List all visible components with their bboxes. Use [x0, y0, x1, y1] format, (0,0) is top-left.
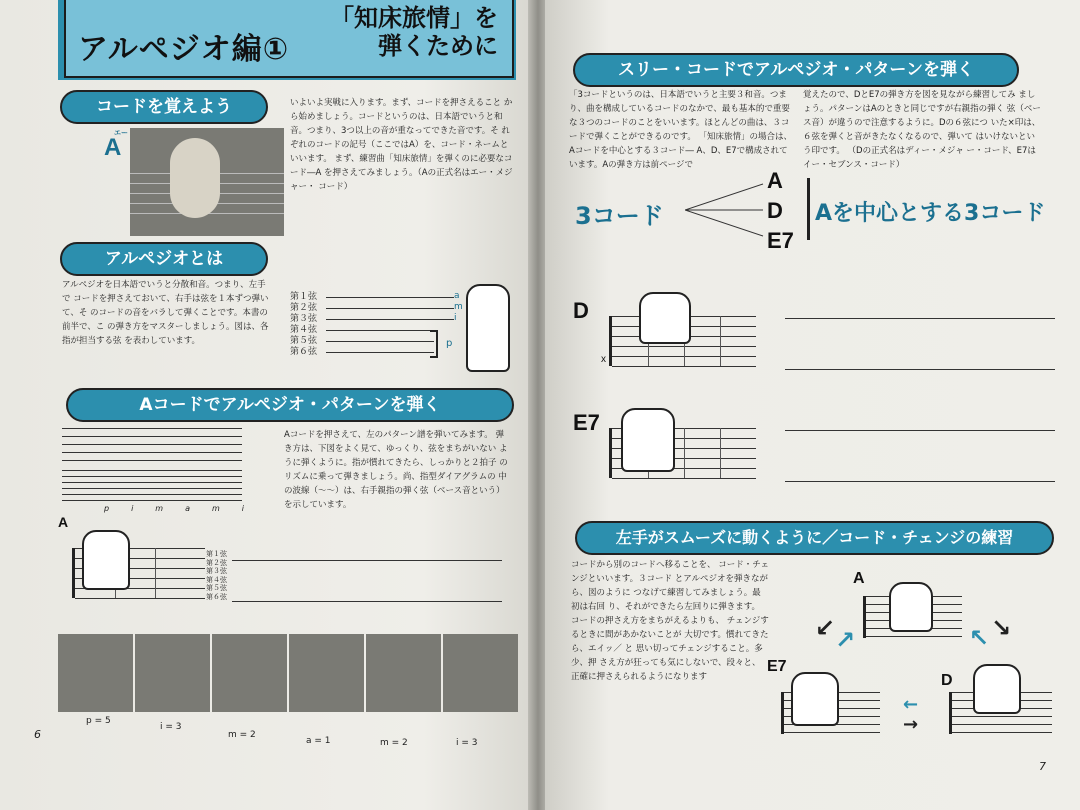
page-title: アルペジオ編①: [78, 32, 290, 67]
tab-finger-row: [104, 504, 244, 513]
mute-mark: x: [601, 354, 606, 365]
page-subtitle: [330, 4, 498, 60]
e7-pattern-row: [785, 430, 1055, 482]
finger-photo: [289, 634, 364, 712]
three-chord-text: 「3コードというのは、日本語でいうと主要３和音。つま り、曲を構成しているコードのなかで、最も基本的で重要 な３つのコードのことをいいます。ほとんどの曲は、３コ ードで弾くことができるのです。 「知床旅情」の場合は、Aコードを中心とする３コード― A、D、E7で構成されています。Aの弾き方は前ページで: [569, 90, 793, 170]
music-staff: [62, 428, 242, 464]
chord-d-list-label: D: [767, 198, 783, 223]
chord-a-ruby: エー: [114, 130, 128, 137]
page-number-left: 6: [34, 728, 41, 741]
cycle-label-e7: E7: [767, 658, 787, 675]
tab-finger: a: [185, 504, 190, 513]
photo-caption: i = 3: [160, 722, 182, 732]
tab-staff: [62, 470, 242, 500]
fretting-hand-d: [639, 292, 691, 344]
tab-finger: p: [104, 504, 110, 513]
page-subtitle-line1: 「知床旅情」を: [330, 4, 498, 32]
finger-photo-strip: [58, 634, 518, 712]
title-banner-inner: [64, 0, 514, 78]
photo-caption: m = 2: [228, 730, 256, 740]
section-heading-chord-change-label: 左手がスムーズに動くように／コード・チェンジの練習: [615, 528, 1014, 547]
chord-a-photo: [130, 128, 284, 236]
cycle-label-a: A: [853, 570, 865, 587]
finger-photo: [135, 634, 210, 712]
arpeggio-text: アルペジオを日本語でいうと分散和音。つまり、左手で コードを押さえておいて、右手は弦を１本ずつ弾いて、そ のコードの音をバラして弾くことです。本書の前半で、こ の弾き方をマスターしましょう。図は、各指が担当する弦 を表わしています。: [62, 280, 269, 346]
photo-caption: m = 2: [380, 738, 408, 748]
chord-d-label: D: [573, 298, 589, 323]
finger-photo: [212, 634, 287, 712]
string-label-3: 第３弦: [290, 314, 318, 324]
diagram-string-1: 第１弦: [206, 550, 227, 558]
title-banner: [58, 0, 516, 80]
pattern-text: Aコードを押さえて、左のパターン譜を弾いてみます。 弾き方は、下図をよく見て、ゆっくり、弦をまちがいない ように弾くように。指が慣れてきたら、しっかりと２拍子 のリズムに乗って弾きましょう。尚、指型ダイアグラムの 中の波線（～～）は、右手親指の弾く弦（ベース音という） を示しています。: [284, 430, 508, 510]
diagram-string-4: 第４弦: [206, 575, 227, 584]
diagram-string-labels: [206, 550, 227, 602]
right-page: [545, 0, 1080, 810]
fretting-hand-e7: [621, 408, 675, 472]
branch-lines: [685, 180, 765, 240]
tab-finger: m: [211, 504, 220, 513]
section-heading-a-chord-arpeggio: [66, 388, 514, 422]
diagram-string-6: 第６弦: [206, 592, 227, 601]
photo-caption: a = 1: [306, 736, 331, 746]
section-heading-what-is-arpeggio-label: アルペジオとは: [104, 249, 224, 269]
finger-p-label: p: [446, 338, 453, 349]
right-hand-illustration: [466, 284, 510, 372]
string-label-4: 第４弦: [290, 325, 318, 335]
section-heading-learn-chord: [60, 90, 268, 124]
fretting-hand-a: [82, 530, 130, 590]
section-heading-chord-change: [575, 521, 1054, 555]
tab-finger: m: [155, 504, 164, 513]
string-label-1: 第１弦: [290, 292, 318, 302]
tab-finger: i: [131, 504, 134, 513]
section-heading-learn-chord-label: コードを覚えよう: [96, 97, 232, 117]
diagram-string-3: 第３弦: [206, 567, 227, 576]
finger-photo: [58, 634, 133, 712]
center-chord-label: Aを中心とする3コード: [815, 201, 1046, 226]
right-hand-pattern-row: [232, 560, 502, 602]
chord-a-label: A: [104, 134, 122, 161]
chord-e7-list-label: E7: [767, 228, 794, 253]
diagram-string-2: 第２弦: [206, 558, 227, 567]
string-labels: [290, 292, 317, 358]
chord-change-text: コードから別のコードへ移ることを、 コード・チェンジといいます。３コード とアルペジオを弾きながら、図のように つなげて練習してみましょう。最初は右回 り、それができたら左回りに弾きます。 コードの押さえ方をまちがえるよりも、 チェンジするときに間があかないことが 大切です。慣れてきたら、エイッ／ と 思い切ってチェンジすること。多少、押 さえ方が狂っても気にしないで、段々と、 正確に押さえられるようになります: [571, 560, 769, 682]
cycle-hand-a: [889, 582, 933, 632]
finger-i-label: i: [454, 313, 457, 323]
finger-a-label: a: [454, 291, 460, 301]
bracket-bar: [807, 178, 810, 240]
cycle-label-d: D: [941, 672, 953, 689]
string-label-6: 第６弦: [290, 347, 318, 357]
cycle-hand-e7: [791, 672, 839, 726]
section-heading-three-chords: [573, 53, 1019, 87]
arrow-down-left-icon: ↙: [815, 614, 836, 642]
finger-m-label: m: [454, 302, 463, 312]
d-pattern-row: [785, 318, 1055, 370]
bass-bracket: [430, 330, 438, 358]
diagram-string-5: 第５弦: [206, 584, 227, 593]
intro-text: いよいよ実戦に入ります。まず、コードを押さえること から始めましょう。コードというのは、日本語でいうと和 音。つまり、3つ以上の音が重なってできた音です。そ れぞれのコードの記号（ここではA）を、コード・ネームと いいます。 まず、練習曲「知床旅情」を弾くのに必要なコード―A を押さえてみましょう。（Aの正式名はエー・メジャー・ コード）: [290, 98, 513, 192]
photo-caption: p = 5: [86, 716, 111, 726]
d-e7-text: 覚えたので、DとE7の弾き方を図を見ながら練習してみ ましょう。パターンはAのときと同じですが右親指の弾く 弦（ベース音）が違うので注意するように。Dの６弦につ いた×印は、６弦を弾くと音がきたなくなるので、弾いて はいけないという印です。 （Dの正式名はディー・メジャ ー・コード、E7はイー・セブンス・コード）: [803, 90, 1041, 170]
arrow-down-right-icon: ↘: [991, 614, 1012, 642]
string-label-2: 第２弦: [290, 303, 318, 313]
arrow-left-icon: ←: [903, 694, 919, 715]
diagram-chord-label: A: [58, 514, 69, 530]
string-label-5: 第５弦: [290, 336, 318, 346]
finger-labels: [454, 291, 463, 324]
finger-photo: [443, 634, 518, 712]
three-chord-label: 3コード: [575, 202, 664, 230]
cycle-hand-d: [973, 664, 1021, 714]
section-heading-what-is-arpeggio: [60, 242, 268, 276]
page-number-right: 7: [1039, 760, 1046, 773]
finger-photo: [366, 634, 441, 712]
photo-caption: i = 3: [456, 738, 478, 748]
page-subtitle-line2: 弾くために: [378, 32, 498, 60]
section-heading-three-chords-label: スリー・コードでアルペジオ・パターンを弾く: [618, 60, 974, 80]
tab-finger: i: [241, 504, 244, 513]
arrow-right-icon: →: [903, 714, 919, 735]
chord-a-list-label: A: [767, 168, 783, 193]
arrow-up-right-icon: ↗: [835, 626, 856, 654]
left-page: [0, 0, 530, 810]
arrow-up-left-icon: ↖: [969, 624, 990, 652]
section-heading-a-chord-arpeggio-label: Aコードでアルペジオ・パターンを弾く: [139, 395, 441, 415]
chord-e7-label: E7: [573, 410, 600, 435]
